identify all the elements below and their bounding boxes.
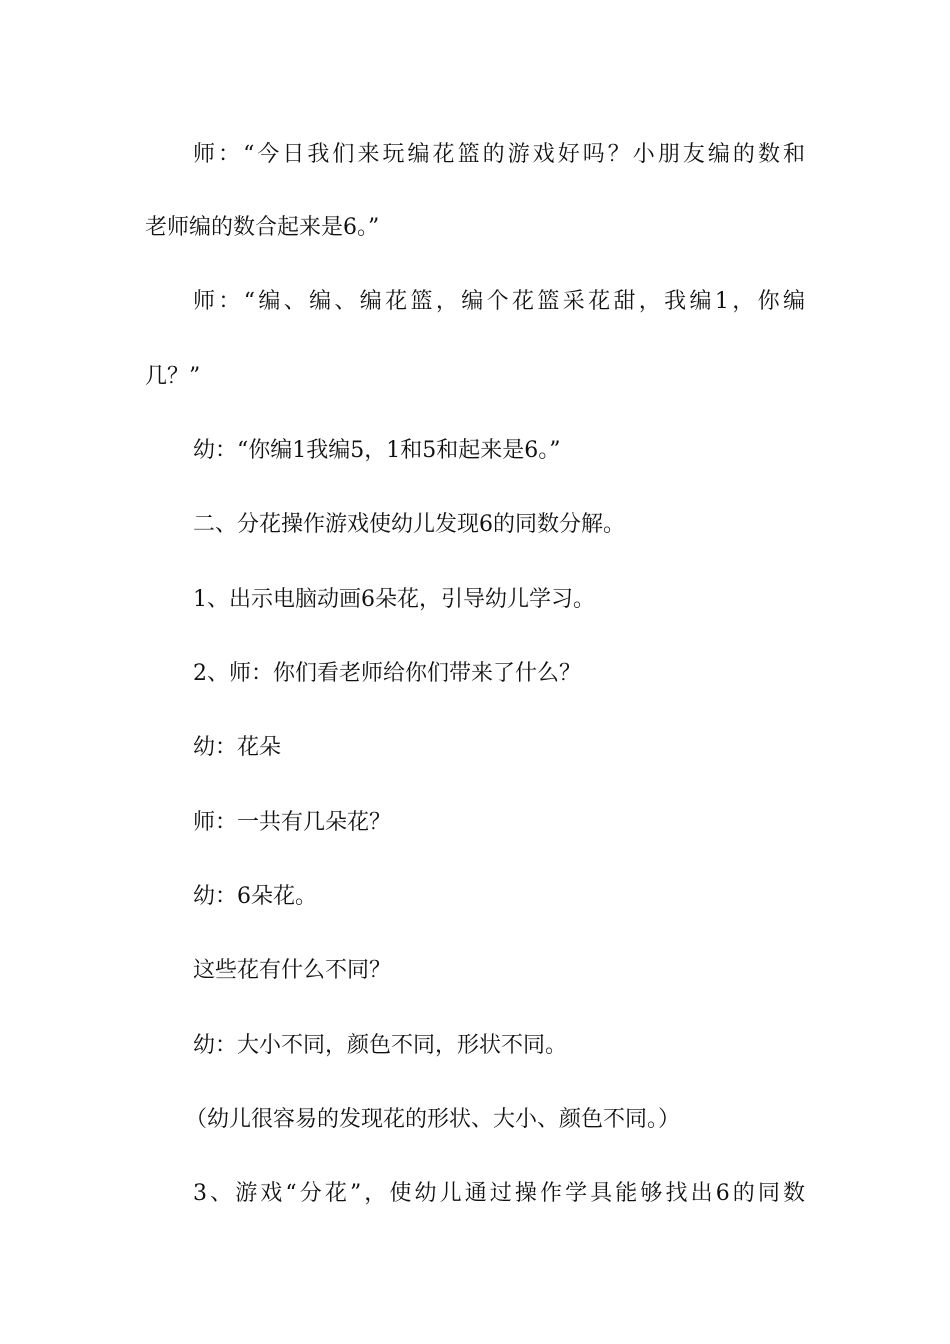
list-item: 1、出示电脑动画6朵花，引导幼儿学习。 bbox=[193, 587, 595, 612]
paragraph-line: 幼：大小不同，颜色不同，形状不同。 bbox=[193, 1033, 568, 1058]
paragraph-line: 幼：6朵花。 bbox=[193, 884, 317, 909]
list-item: 3、游戏“分花”，使幼儿通过操作学具能够找出6的同数 bbox=[193, 1181, 805, 1206]
paragraph-line: 这些花有什么不同？ bbox=[193, 958, 392, 983]
paragraph-line: 师：“今日我们来玩编花篮的游戏好吗？小朋友编的数和 bbox=[193, 142, 805, 167]
paragraph-line: 师：“编、编、编花篮，编个花篮采花甜，我编1，你编 bbox=[193, 289, 805, 314]
paragraph-line: 幼：“你编1我编5，1和5和起来是6。” bbox=[193, 438, 561, 463]
list-item: 2、师：你们看老师给你们带来了什么？ bbox=[193, 661, 581, 686]
section-heading: 二、分花操作游戏使幼儿发现6的同数分解。 bbox=[193, 512, 625, 537]
paragraph-line: 几？” bbox=[145, 364, 201, 389]
paragraph-line: 幼：花朵 bbox=[193, 735, 282, 760]
paragraph-line: 老师编的数合起来是6。” bbox=[145, 215, 380, 240]
paragraph-line: 师：一共有几朵花？ bbox=[193, 810, 392, 835]
parenthetical-note: （幼儿很容易的发现花的形状、大小、颜色不同。） bbox=[185, 1107, 681, 1132]
